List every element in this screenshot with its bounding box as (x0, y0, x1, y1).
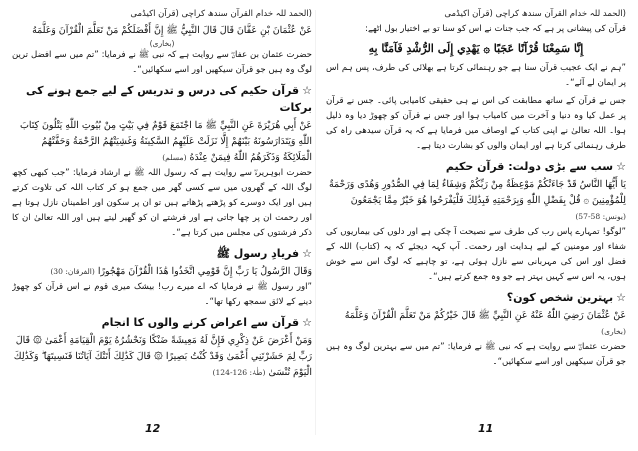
hadith-translation: حضرت عثمان بن عفانؓ سے روایت ہے کہ نبی ﷺ نے فرمایا: ”تم میں سے افضل ترین لوگ وہ ہیں جو قرآن سیکھیں اور اسے سکھائیں“۔ (12, 50, 312, 75)
hadith-arabic: عَنْ عُثْمَانَ بْنِ عَفَّانَ قَالَ قَالَ النَّبِيُّ ﷺ إِنَّ أَفْضَلَكُمْ مَنْ تَعَلَّمَ الْقُرْآنَ وَعَلَّمَهُ (32, 25, 312, 36)
section-heading: ☆فریادِ رسول ﷺ (216, 247, 312, 260)
section-heading: ☆بہترین شخص کون؟ (506, 291, 626, 304)
hadith-arabic: عَنْ أَبِي هُرَيْرَةَ عَنِ النَّبِيِّ ﷺ مَا اجْتَمَعَ قَوْمٌ فِي بَيْتٍ مِنْ بُيُوتِ اللّٰهِ يَتْلُونَ كِتَابَ اللّٰهِ وَيَتَدَارَسُونَهُ بَيْنَهُمْ إِلَّا نَزَلَتْ عَلَيْهِمُ السَّكِينَةُ وَغَشِيَتْهُمُ الرَّحْمَةُ وَحَفَّتْهُمُ الْمَلَائِكَةُ وَذَكَرَهُمُ اللّٰهُ فِيمَنْ عِنْدَهُ (مسلم) (20, 120, 312, 163)
page-divider (315, 10, 316, 435)
verse-arabic: يَا أَيُّهَا النَّاسُ قَدْ جَاءَتْكُمْ مَوْعِظَةٌ مِنْ رَبِّكُمْ وَشِفَاءٌ لِمَا فِي الصُّدُورِ وَهُدًى وَرَحْمَةٌ لِلْمُؤْمِنِينَ ۞ قُلْ بِفَضْلِ اللّٰهِ وَبِرَحْمَتِهِ فَبِذَٰلِكَ فَلْيَفْرَحُوا هُوَ خَيْرٌ مِمَّا يَجْمَعُونَ (یونس: 58-57) (329, 179, 626, 221)
left-page (12, 0, 312, 451)
hadith-reference: (بخاری) (149, 39, 175, 48)
hadith-translation: حضرت عثمانؓ سے روایت ہے کہ نبی ﷺ نے فرمایا: ”تم میں سے بہترین لوگ وہ ہیں جو قرآن سیکھیں اور اسے سکھائیں“۔ (326, 342, 626, 367)
page-number: 12 (145, 422, 161, 435)
hadith-arabic: عَنْ عُثْمَانَ رَضِيَ اللّٰهُ عَنْهُ عَنِ النَّبِيِّ ﷺ قَالَ خَيْرُكُمْ مَنْ تَعَلَّمَ الْقُرْآنَ وَعَلَّمَهُ (بخاری) (344, 310, 626, 336)
verse-translation: ”اور رسول ﷺ نے فرمایا کہ اے میرے رب! بیشک میری قوم نے اس قرآن کو چھوڑ دینے کے لائق سمجھ رکھا تھا“۔ (12, 282, 312, 307)
verse-arabic: وَقَالَ الرَّسُولُ يَا رَبِّ إِنَّ قَوْمِي اتَّخَذُوا هَٰذَا الْقُرْآنَ مَهْجُورًا (الفرقان: 30) (50, 266, 312, 277)
right-page (326, 0, 626, 451)
star-icon: ☆ (302, 247, 312, 260)
section-heading: ☆سب سے بڑی دولت: قرآن حکیم (445, 160, 626, 173)
page-header: (الحمد للہ خدام القرآن سندھ کراچی (قرآن اکیڈمی (130, 9, 312, 19)
verse-translation: ”ہم نے ایک عجیب قرآن سنا ہے جو رہنمائی کرتا ہے بھلائی کی طرف، پس ہم اس پر ایمان لے آئے“۔ (326, 63, 626, 88)
verse-translation: ”لوگو! تمہارے پاس رب کی طرف سے نصیحت آ چکی ہے اور دلوں کی بیماریوں کی شفاء اور مومنین کے لیے ہدایت اور رحمت۔ آپ کہہ دیجئے کہ یہ (کتاب) اللہ کے فضل اور اس کی مہربانی سے نازل ہوئی ہے، تو چاہیے کہ لوگ اس سے خوش ہوں، یہ اس سے کہیں بہتر ہے جو وہ جمع کرتے ہیں“۔ (326, 227, 626, 282)
section-heading: ☆قرآن حکیم کی درس و تدریس کے لیے جمع ہونے کی برکات (25, 84, 312, 114)
verse-arabic: إِنَّا سَمِعْنَا قُرْآنًا عَجَبًا ۞ يَهْدِي إِلَى الرُّشْدِ فَآمَنَّا بِهِ (368, 42, 584, 55)
star-icon: ☆ (616, 160, 626, 173)
star-icon: ☆ (302, 84, 312, 97)
body-paragraph: جس نے قرآن کے ساتھ مطابقت کی اس نے ہی حقیقی کامیابی پائی۔ جس نے قرآن پر عمل کیا وہ دنیا و آخرت میں کامیاب ہوا اور جس نے قرآن کو چھوڑ دیا وہ ذلیل ہوا۔ اللہ تعالیٰ نے اپنی کتاب کے اوصاف میں فرمایا ہے کہ یہ قرآن سیدھی راہ کی طرف رہنمائی کرتا ہے اور ایمان والوں کو بشارت دیتا ہے۔ (326, 96, 626, 151)
star-icon: ☆ (616, 291, 626, 304)
page-header: (الحمد للہ خدام القرآن سندھ کراچی (قرآن اکیڈمی (444, 9, 626, 19)
section-heading: ☆قرآن سے اعراض کرنے والوں کا انجام (101, 316, 312, 329)
hadith-translation: حضرت ابوہریرہؓ سے روایت ہے کہ رسول اللہ ﷺ نے ارشاد فرمایا: ”جب کبھی کچھ لوگ اللہ کے گھروں میں سے کسی گھر میں جمع ہو کر کتاب اللہ کی تلاوت کرتے ہیں اور ایک دوسرے کو پڑھتے پڑھاتے ہیں تو ان پر سکون اور اطمینان نازل ہوتا ہے اور رحمت ان پر چھا جاتی ہے اور فرشتے ان کو گھیر لیتے ہیں اور اللہ تعالیٰ ان کا ذکر فرشتوں کی مجلس میں کرتا ہے“۔ (12, 168, 312, 238)
page-number: 11 (478, 422, 494, 435)
intro-text: قرآن کی پیشانی پر ہے کہ جب جنات نے اس کو سنا تو بے اختیار بول اٹھے: (365, 24, 626, 34)
verse-arabic: وَمَنْ أَعْرَضَ عَنْ ذِكْرِي فَإِنَّ لَهُ مَعِيشَةً ضَنْكًا وَنَحْشُرُهُ يَوْمَ الْقِيَامَةِ أَعْمَىٰ ۞ قَالَ رَبِّ لِمَ حَشَرْتَنِي أَعْمَىٰ وَقَدْ كُنْتُ بَصِيرًا ۞ قَالَ كَذَٰلِكَ أَتَتْكَ آيَاتُنَا فَنَسِيتَهَا ۖ وَكَذَٰلِكَ الْيَوْمَ تُنْسَىٰ (طٰہٰ: 126-124) (13, 335, 312, 378)
star-icon: ☆ (302, 316, 312, 329)
